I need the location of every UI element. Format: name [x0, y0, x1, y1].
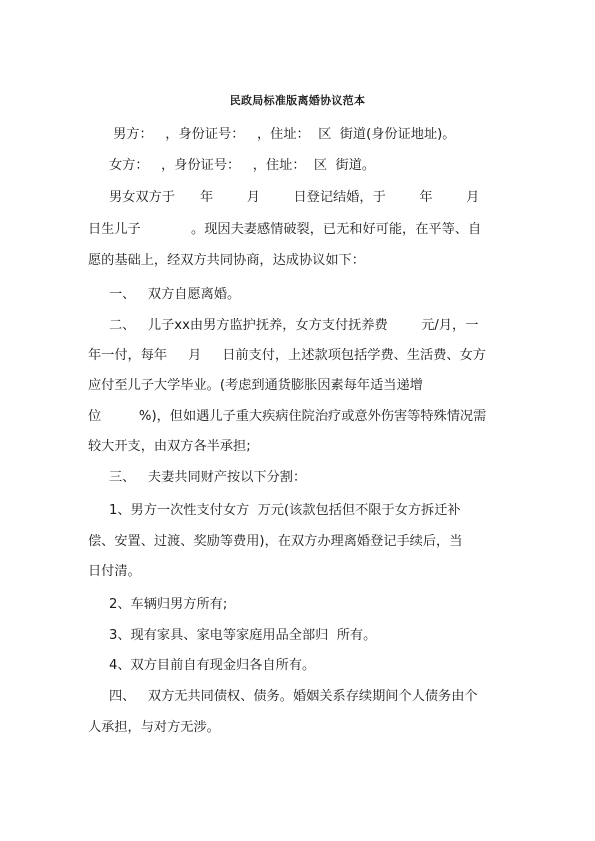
paragraph-line: 日生儿子 。现因夫妻感情破裂，已无和好可能，在平等、自 [88, 222, 482, 237]
paragraph-line: 二、 儿子xx由男方监护抚养，女方支付抚养费 元/月，一 [88, 318, 479, 333]
paragraph-line: 较大开支，由双方各半承担; [88, 439, 251, 454]
paragraph-line: 男女双方于 年 月 日登记结婚，于 年 月 [88, 190, 480, 205]
paragraph-line: 四、 双方无共同债权、债务。婚姻关系存续期间个人债务由个 [88, 689, 478, 704]
paragraph-line: 1、男方一次性支付女方 万元(该款包括但不限于女方拆迁补 [88, 503, 461, 518]
paragraph-line: 位 %)，但如遇儿子重大疾病住院治疗或意外伤害等特殊情况需 [88, 409, 487, 424]
paragraph-line: 三、 夫妻共同财产按以下分割： [88, 470, 307, 485]
paragraph-line: 4、双方目前自有现金归各自所有。 [88, 658, 316, 673]
paragraph-line: 应付至儿子大学毕业。(考虑到通货膨胀因素每年适当递增 [88, 378, 423, 393]
document-title: 民政局标准版离婚协议范本 [229, 94, 366, 107]
paragraph-line: 3、现有家具、家电等家庭用品全部归 所有。 [88, 628, 377, 643]
paragraph-line: 2、车辆归男方所有; [88, 597, 228, 612]
paragraph-line: 人承担，与对方无涉。 [88, 720, 220, 735]
paragraph-line: 女方： ，身份证号： ，住址： 区 街道。 [88, 158, 376, 173]
paragraph-line: 日付清。 [88, 564, 141, 579]
paragraph-line: 愿的基础上，经双方共同协商，达成协议如下： [88, 253, 365, 268]
paragraph-line: 男方： ，身份证号： ，住址： 区 街道(身份证地址)。 [88, 127, 456, 142]
paragraph-line: 年一付，每年 月 日前支付，上述款项包括学费、生活费、女方 [88, 348, 486, 363]
paragraph-line: 一、 双方自愿离婚。 [88, 287, 241, 302]
paragraph-line: 偿、安置、过渡、奖励等费用)，在双方办理离婚登记手续后，当 [88, 534, 463, 549]
